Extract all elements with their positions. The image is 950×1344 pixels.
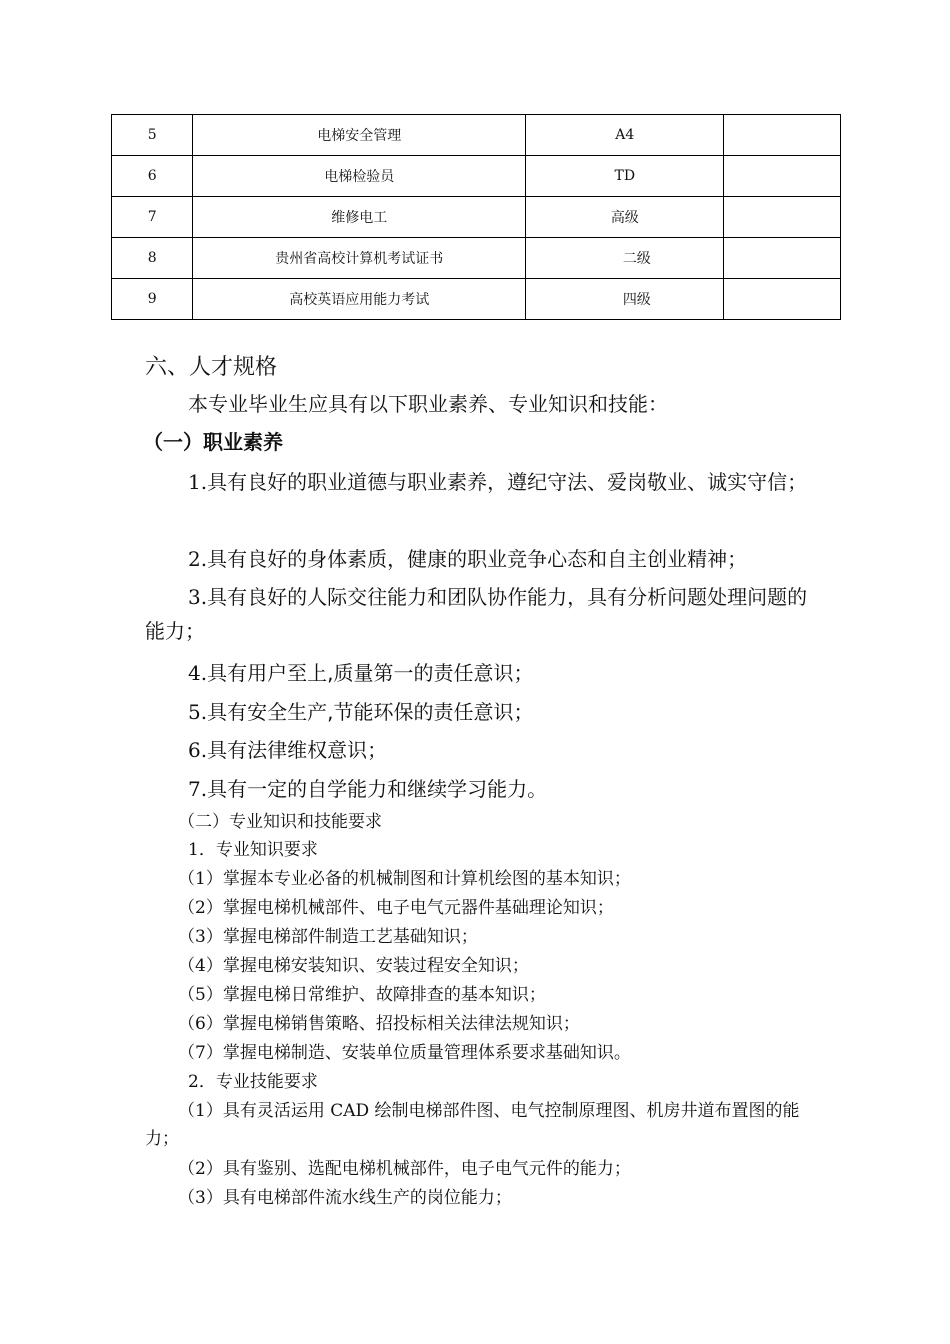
- certificate-table: [111, 114, 841, 320]
- ability-heading: 2．专业技能要求: [188, 1072, 318, 1092]
- certificate-level: 四级: [526, 279, 724, 320]
- item-text: 具有法律维权意识；: [207, 738, 388, 762]
- row-number: 8: [112, 238, 193, 279]
- quality-item: [145, 733, 825, 767]
- intro-paragraph: 本专业毕业生应具有以下职业素养、专业知识和技能：: [188, 392, 668, 416]
- quality-item: [145, 542, 825, 576]
- quality-heading: （一）职业素养: [143, 430, 283, 454]
- row-number: 7: [112, 197, 193, 238]
- row-number: 5: [112, 115, 193, 156]
- table-row: [112, 197, 841, 238]
- section-title: 六、人才规格: [145, 355, 278, 380]
- table-row: [112, 238, 841, 279]
- item-text: 具有良好的职业道德与职业素养，遵纪守法、爱岗敬业、诚实守信；: [207, 470, 808, 494]
- knowledge-item: （1）掌握本专业必备的机械制图和计算机绘图的基本知识；: [178, 869, 631, 889]
- item-number: 6.: [188, 738, 208, 762]
- certificate-name: 电梯安全管理: [193, 115, 526, 156]
- skills-heading: （二）专业知识和技能要求: [178, 812, 382, 832]
- item-text: 具有一定的自学能力和继续学习能力。: [207, 777, 548, 801]
- certificate-note: [724, 197, 841, 238]
- certificate-note: [724, 279, 841, 320]
- knowledge-item: （4）掌握电梯安装知识、安装过程安全知识；: [178, 956, 529, 976]
- knowledge-item: （5）掌握电梯日常维护、故障排查的基本知识；: [178, 985, 546, 1005]
- row-number: 9: [112, 279, 193, 320]
- item-number: 2.: [188, 547, 208, 571]
- item-number: 7.: [188, 777, 208, 801]
- quality-item: [145, 656, 825, 690]
- item-number: 4.: [188, 661, 208, 685]
- ability-item: （3）具有电梯部件流水线生产的岗位能力；: [178, 1188, 512, 1208]
- table-row: [112, 279, 841, 320]
- certificate-name: 电梯检验员: [193, 156, 526, 197]
- certificate-note: [724, 238, 841, 279]
- knowledge-item: （6）掌握电梯销售策略、招投标相关法律法规知识；: [178, 1014, 580, 1034]
- quality-item: [145, 580, 825, 648]
- quality-item: [145, 772, 825, 806]
- item-text: 具有安全生产,节能环保的责任意识；: [207, 700, 534, 724]
- row-number: 6: [112, 156, 193, 197]
- item-text: 具有良好的身体素质，健康的职业竞争心态和自主创业精神；: [207, 547, 748, 571]
- ability-item: （1）具有灵活运用 CAD 绘制电梯部件图、电气控制原理图、机房井道布置图的能力；: [145, 1101, 800, 1149]
- knowledge-item: （3）掌握电梯部件制造工艺基础知识；: [178, 927, 478, 947]
- certificate-name: 贵州省高校计算机考试证书: [193, 238, 526, 279]
- certificate-name: 维修电工: [193, 197, 526, 238]
- item-number: 3.: [188, 585, 208, 609]
- table-row: [112, 156, 841, 197]
- certificate-level: TD: [526, 156, 724, 197]
- certificate-level: 二级: [526, 238, 724, 279]
- quality-item: [145, 695, 825, 729]
- table-row: [112, 115, 841, 156]
- certificate-note: [724, 156, 841, 197]
- knowledge-item: （7）掌握电梯制造、安装单位质量管理体系要求基础知识。: [178, 1043, 631, 1063]
- quality-item: [145, 465, 825, 499]
- certificate-level: 高级: [526, 197, 724, 238]
- certificate-name: 高校英语应用能力考试: [193, 279, 526, 320]
- item-number: 1.: [188, 470, 208, 494]
- ability-item: （2）具有鉴别、选配电梯机械部件，电子电气元件的能力；: [178, 1159, 631, 1179]
- knowledge-heading: 1．专业知识要求: [188, 840, 318, 860]
- knowledge-item: （2）掌握电梯机械部件、电子电气元器件基础理论知识；: [178, 898, 614, 918]
- item-text: 具有良好的人际交往能力和团队协作能力，具有分析问题处理问题的能力；: [145, 585, 808, 643]
- certificate-level: A4: [526, 115, 724, 156]
- certificate-note: [724, 115, 841, 156]
- item-text: 具有用户至上,质量第一的责任意识；: [207, 661, 534, 685]
- item-number: 5.: [188, 700, 208, 724]
